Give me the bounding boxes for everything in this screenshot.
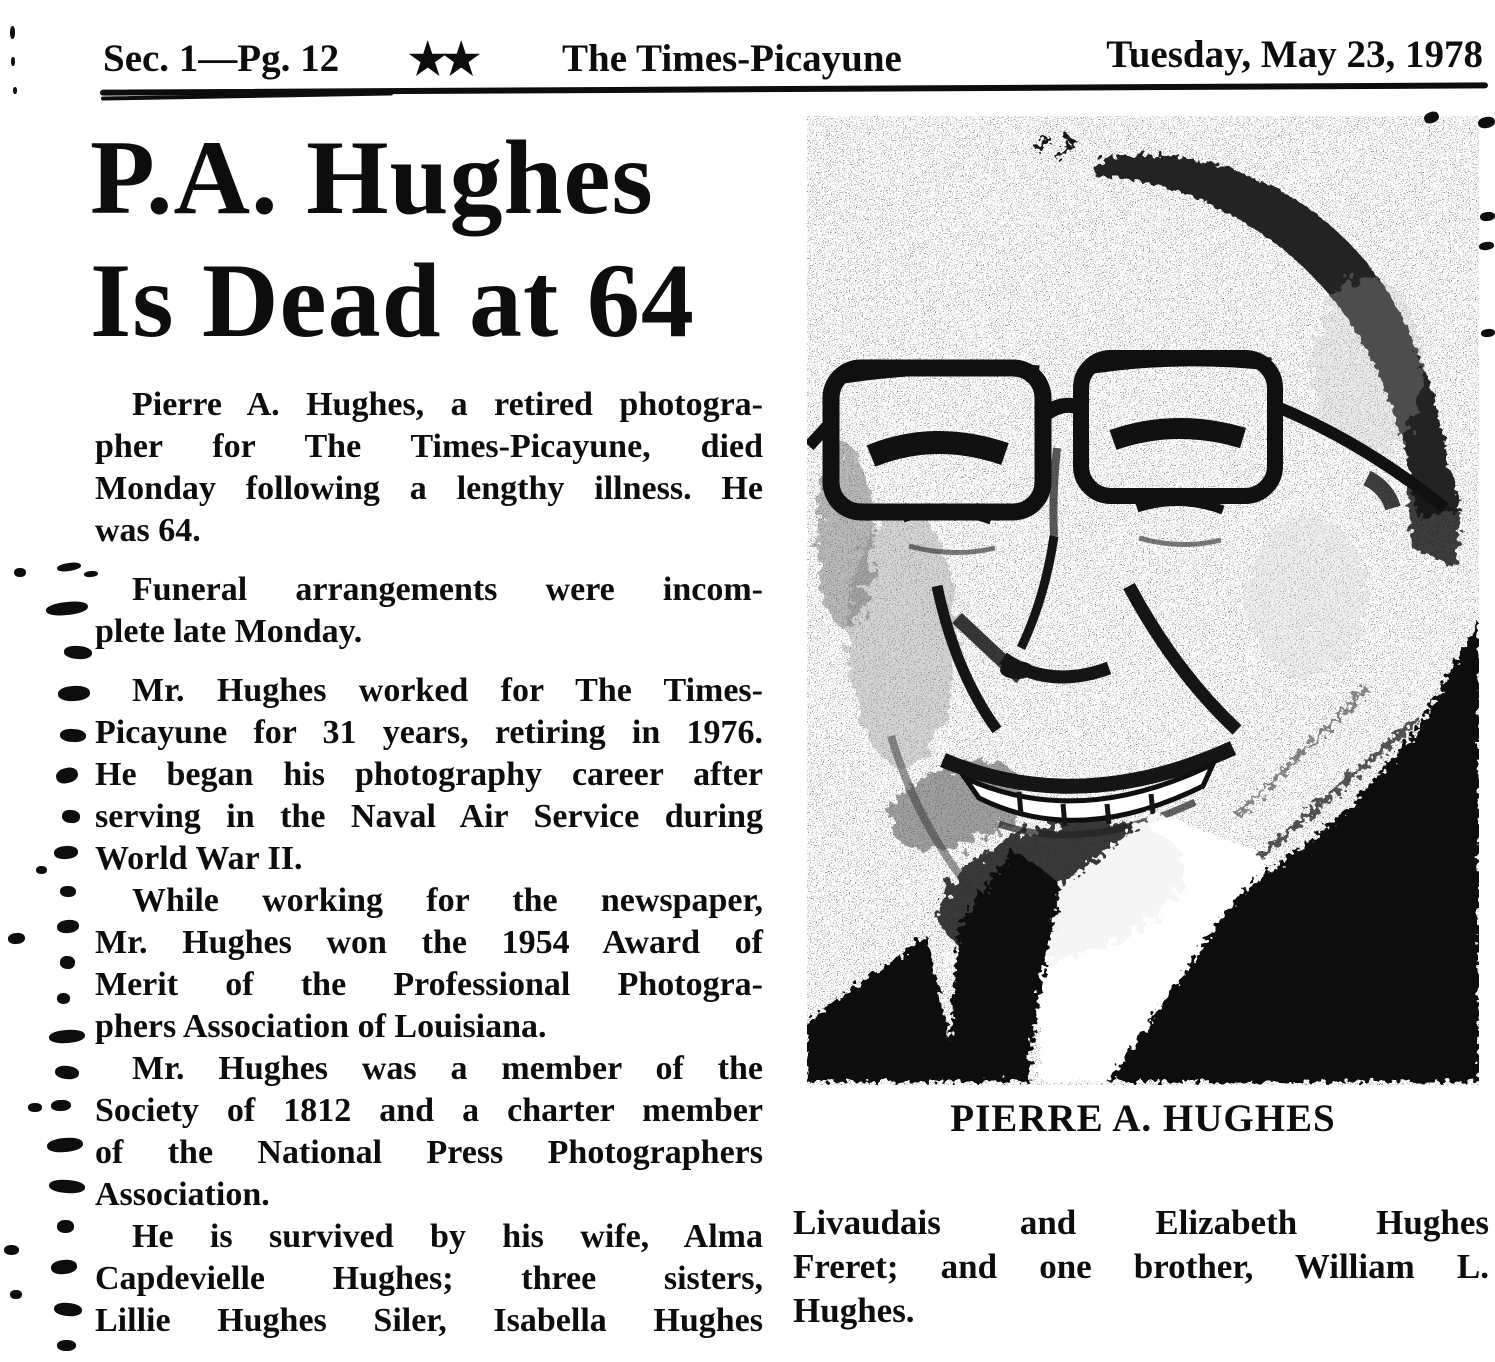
scan-artifact: [7, 932, 25, 945]
newspaper-title: The Times-Picayune: [562, 37, 902, 80]
scan-artifact: [54, 845, 79, 860]
article-line: Picayune for 31 years, retiring in 1976.: [95, 714, 763, 751]
article-line: Mr. Hughes won the 1954 Award of: [95, 924, 763, 961]
photo-caption: PIERRE A. HUGHES: [950, 1097, 1336, 1140]
scan-artifact: [46, 1136, 83, 1153]
article-line: Merit of the Professional Photogra-: [95, 966, 763, 1003]
scan-artifact: [59, 955, 75, 969]
scan-artifact: [60, 728, 87, 742]
article-line: plete late Monday.: [95, 613, 363, 650]
scan-artifact: [11, 57, 15, 66]
scan-artifact: [45, 600, 88, 617]
scan-artifact: [10, 1290, 22, 1299]
issue-date: Tuesday, May 23, 1978: [1106, 33, 1483, 76]
article-line: Capdevielle Hughes; three sisters,: [95, 1260, 763, 1297]
scan-artifact: [51, 1099, 72, 1111]
scan-artifact: [49, 1179, 86, 1194]
scan-artifact: [28, 1103, 42, 1112]
scan-artifact: [1479, 241, 1495, 251]
headline-line-2: Is Dead at 64: [90, 242, 695, 359]
article-line: Lillie Hughes Siler, Isabella Hughes: [95, 1302, 763, 1339]
article-paragraph: [95, 1216, 763, 1342]
article-line: World War II.: [95, 840, 303, 877]
article-line: While working for the newspaper,: [132, 882, 763, 919]
article-paragraph: [95, 569, 763, 653]
scan-artifact: [57, 1220, 74, 1233]
article-line: pher for The Times-Picayune, died: [95, 428, 763, 465]
article-line: of the National Press Photographers: [95, 1134, 763, 1171]
edition-stars-icon: ★★: [408, 35, 475, 84]
scan-artifact: [58, 685, 91, 702]
scan-artifact: [10, 26, 15, 39]
scan-artifact: [60, 886, 77, 898]
scan-artifact: [13, 87, 17, 94]
continuation-line: Hughes.: [793, 1291, 915, 1330]
scan-artifact: [1480, 211, 1495, 222]
article-right-column: [793, 1201, 1489, 1333]
article-line: Mr. Hughes was a member of the: [132, 1050, 763, 1087]
article-line: He is survived by his wife, Alma: [132, 1218, 763, 1255]
scan-artifact: [1477, 116, 1495, 130]
section-page-label: Sec. 1—Pg. 12: [103, 37, 340, 80]
article-line: was 64.: [95, 512, 201, 549]
scan-artifact: [4, 1245, 19, 1255]
article-line: Society of 1812 and a charter member: [95, 1092, 763, 1129]
article-line: serving in the Naval Air Service during: [95, 798, 763, 835]
scan-artifact: [49, 1029, 86, 1044]
continuation-line: Freret; and one brother, William L.: [793, 1247, 1489, 1286]
article-paragraph: [95, 880, 763, 1048]
scan-artifact: [57, 1340, 76, 1351]
scan-artifact: [57, 993, 70, 1004]
article-line: He began his photography career after: [95, 756, 763, 793]
scan-artifact: [36, 866, 47, 874]
scan-artifact: [61, 809, 80, 824]
article-line: Funeral arrangements were incom-: [132, 571, 763, 608]
continuation-line: Livaudais and Elizabeth Hughes: [793, 1203, 1489, 1242]
scan-artifact: [55, 766, 80, 786]
article-paragraph: [95, 1048, 763, 1216]
headline-line-1: P.A. Hughes: [90, 119, 654, 236]
scan-artifact: [1481, 328, 1495, 337]
portrait-photo: [807, 116, 1479, 1085]
article-line: Pierre A. Hughes, a retired photogra-: [132, 386, 763, 423]
article-headline: [90, 116, 790, 362]
article-paragraph: [95, 670, 763, 880]
article-left-column: [95, 384, 763, 1342]
scan-artifact: [64, 645, 93, 660]
photo-figure: [807, 116, 1479, 1166]
scan-artifact: [14, 568, 26, 577]
article-line: Mr. Hughes worked for The Times-: [132, 672, 763, 709]
article-line: Association.: [95, 1176, 270, 1213]
scan-artifact: [50, 1259, 77, 1276]
article-paragraph: [95, 384, 763, 552]
scan-artifact: [57, 561, 82, 572]
scan-artifact: [53, 1302, 82, 1317]
scan-artifact: [56, 919, 79, 934]
article-line: Monday following a lengthy illness. He: [95, 470, 763, 507]
scan-artifact: [54, 1065, 79, 1080]
article-line: phers Association of Louisiana.: [95, 1008, 547, 1045]
